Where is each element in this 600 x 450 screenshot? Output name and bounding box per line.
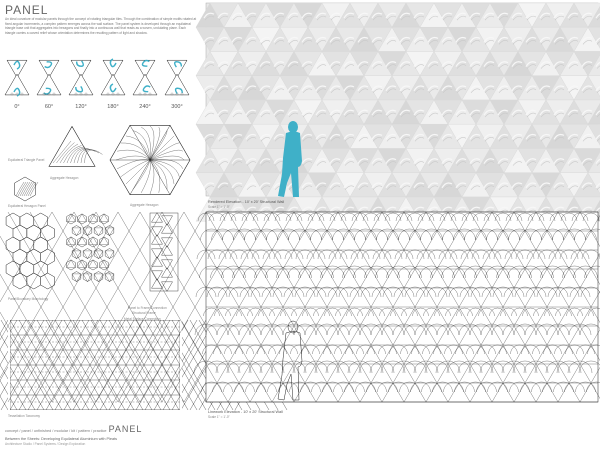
page-title: PANEL	[5, 3, 49, 17]
morphology-caption: Panel/Boundary Morphology	[8, 297, 49, 301]
aggregate-hexagon-large-caption: Aggregate Hexagon	[130, 203, 159, 207]
triangle-panel-drawing	[45, 123, 100, 173]
render-panels	[196, 3, 600, 221]
small-hexagon-drawing	[12, 176, 38, 202]
angle-label-300: 300°	[171, 104, 183, 110]
frame-note: Structural Frame	[132, 311, 156, 315]
morphology-grid	[6, 213, 54, 289]
angle-label-240: 240°	[139, 104, 151, 110]
aggregate-hexagon-caption: Aggregate Hexagon	[50, 176, 79, 180]
angle-label-180: 180°	[107, 104, 119, 110]
rotated-triangle	[5, 74, 29, 96]
rotated-triangle	[101, 74, 125, 95]
morphology-grid	[67, 214, 115, 282]
linework-elevation	[206, 212, 598, 402]
rotated-triangle	[37, 74, 61, 95]
tessellation-drawing	[10, 320, 180, 410]
footer-pre: concept / panel / unfinished / modular / kit / pattern / practice	[5, 429, 107, 433]
morphology-grid	[150, 213, 178, 292]
rotated-triangle	[165, 74, 189, 95]
angle-label-60: 60°	[44, 104, 54, 110]
rendered-elevation	[206, 3, 598, 196]
rendered-elevation-scale: Scale 1" = 1'-0"	[208, 205, 230, 209]
footer-subtitle: Between the Sheets: Developing Equilateral Aluminium with Pleats	[5, 437, 118, 441]
tessellation-caption: Tessellation Taxonomy	[8, 414, 41, 418]
intro-paragraph: An ideal curvature of modular panels through the concept of rotating triangular tiles. Through the combination of simple motifs rotated at fixed angular increments, a complex pattern emerges across the wall surface. The panel system is developed through an equilateral triangle base unit that aggregates into hexagons and finally into a continuous wall that reads as a woven, undulating plane. Each triangle carries a carved relief whose orientation determines the resulting pattern of light and shadow.	[5, 17, 197, 35]
linework-elevation-caption: Linework Elevation - 10' x 20' Structural Wall	[208, 410, 283, 414]
footer-title: PANEL	[108, 424, 143, 434]
linework-elevation-scale: Scale 1" = 1'-0"	[208, 415, 230, 419]
angle-label-0: 0°	[14, 104, 20, 110]
triangle-panel-caption: Equilateral Triangle Panel	[8, 158, 45, 162]
rendered-elevation-caption: Rendered Elevation - 10' x 20' Structural Wall	[208, 200, 285, 204]
rotated-triangle	[133, 74, 157, 95]
rotated-triangle	[69, 74, 93, 95]
surface-note: Metal Surface Connection	[124, 317, 161, 321]
connection-note: Panel to Frame Connection	[128, 306, 167, 310]
footer-credits: Architecture Studio / Panel Systems / Design Exploration	[5, 442, 86, 446]
large-hexagon-drawing	[100, 118, 200, 203]
footer-title-line	[5, 424, 142, 434]
angle-label-120: 120°	[75, 104, 87, 110]
hexagon-panel-caption: Equilateral Hexagon Panel	[8, 204, 46, 208]
